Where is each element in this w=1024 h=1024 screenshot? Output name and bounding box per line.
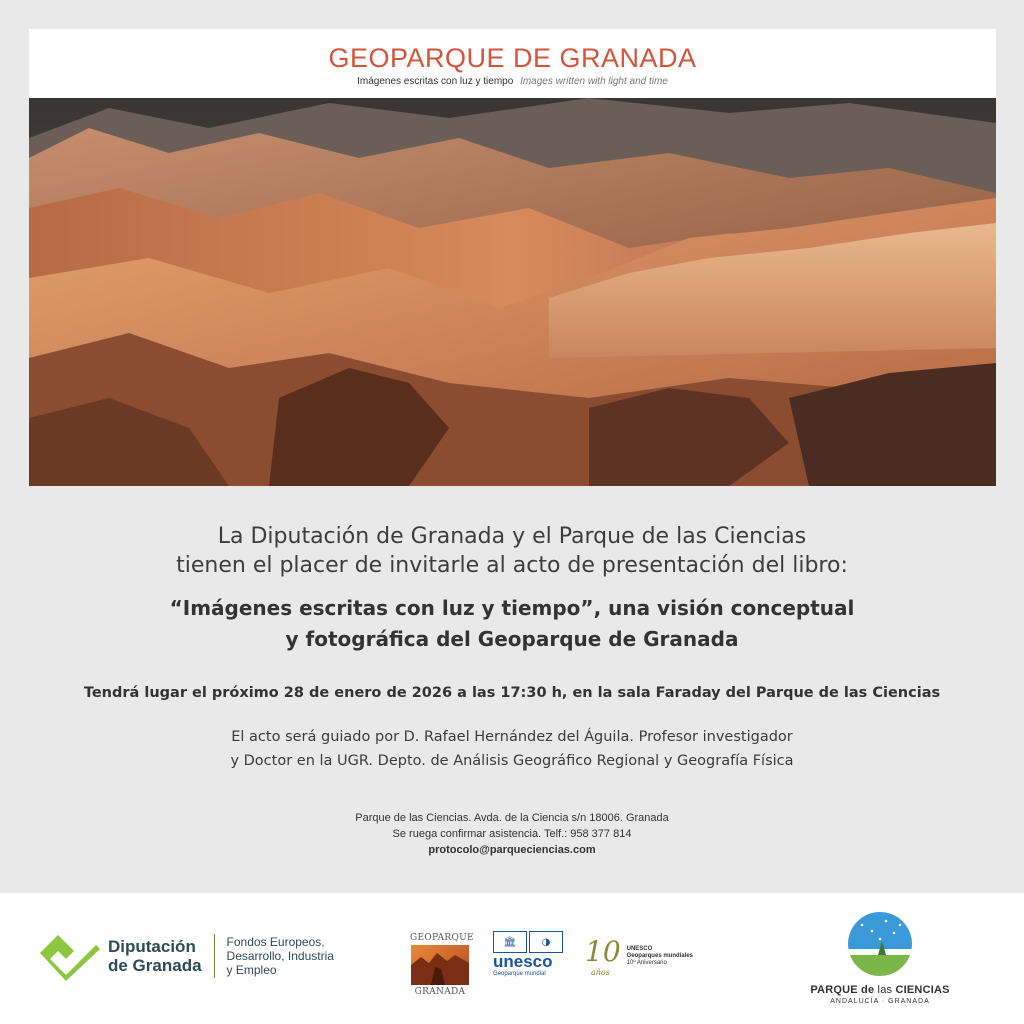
geoparque-logo-top: GEOPARQUE: [410, 933, 474, 943]
diputacion-divider: [214, 934, 215, 978]
geoparque-logo: [410, 933, 474, 997]
contact-address: Parque de las Ciencias. Avda. de la Ciencia s/n 18006. Granada: [355, 812, 669, 824]
pdc-name-c: CIENCIAS: [895, 984, 950, 996]
diputacion-name-2: de Granada: [108, 956, 202, 975]
tenth-anniversary-logo: [585, 935, 693, 977]
contact-email[interactable]: protocolo@parqueciencias.com: [428, 844, 596, 856]
contact-rsvp: Se ruega confirmar asistencia. Telf.: 958 377 814: [392, 828, 632, 840]
badlands-photo: [29, 98, 996, 486]
anniversary-line-1: UNESCO: [626, 945, 653, 952]
geopark-globe-icon: ◑: [529, 931, 563, 953]
page-subtitle: [29, 76, 996, 87]
invitation-intro: [0, 522, 1024, 580]
logo-footer: [0, 893, 1024, 1024]
unesco-subtitle: Geoparque mundial: [493, 971, 546, 977]
unesco-temple-icon: 🏛: [493, 931, 527, 953]
anniversary-text: [627, 946, 693, 967]
book-title-line-2: y fotográfica del Geoparque de Granada: [285, 627, 739, 651]
anniversary-line-2: Geoparques mundiales: [626, 952, 693, 959]
parque-ciencias-location: ANDALUCÍA · GRANADA: [830, 998, 930, 1005]
fondos-line-3: y Empleo: [226, 963, 277, 977]
pdc-name-b: las: [877, 984, 893, 996]
subtitle-en: Images written with light and time: [520, 76, 668, 87]
anniversary-line-3: 10º Aniversario: [626, 959, 667, 966]
header: [29, 29, 996, 98]
fondos-line-2: Desarrollo, Industria: [226, 949, 334, 963]
guide-line-2: y Doctor en la UGR. Depto. de Análisis Geográfico Regional y Geografía Física: [230, 753, 794, 769]
unesco-wordmark: unesco: [493, 952, 553, 971]
guide-line-1: El acto será guiado por D. Rafael Hernández del Águila. Profesor investigador: [231, 729, 793, 745]
geoparque-logo-bottom: GRANADA: [414, 987, 466, 997]
anniversary-number: 10: [585, 935, 621, 968]
parque-ciencias-logo: [810, 911, 950, 1005]
subtitle-es: Imágenes escritas con luz y tiempo: [357, 76, 514, 87]
diputacion-name-1: Diputación: [108, 937, 196, 956]
geoparque-badlands-icon: [411, 945, 469, 985]
pdc-name-a: PARQUE de: [810, 984, 875, 996]
event-guide: [0, 725, 1024, 773]
fondos-line-1: Fondos Europeos,: [226, 935, 325, 949]
anniversary-years: años: [591, 968, 610, 977]
event-date: Tendrá lugar el próximo 28 de enero de 2026 a las 17:30 h, en la sala Faraday del Parque de las Ciencias: [83, 685, 941, 701]
fondos-europeos-text: [227, 935, 334, 977]
invitation-line-1: La Diputación de Granada y el Parque de las Ciencias: [217, 524, 807, 549]
parque-ciencias-name: [810, 984, 950, 996]
unesco-logo: [493, 931, 565, 977]
page-title: GEOPARQUE DE GRANADA: [328, 43, 697, 73]
book-title-line-1: “Imágenes escritas con luz y tiempo”, una visión conceptual: [169, 596, 855, 620]
parque-ciencias-emblem-icon: [842, 911, 918, 977]
diputacion-mark-icon: [38, 931, 100, 981]
diputacion-logo: [38, 931, 334, 981]
contact-block: [0, 810, 1024, 858]
header-card: [29, 29, 996, 486]
book-title: [0, 593, 1024, 655]
invitation-line-2: tienen el placer de invitarle al acto de presentación del libro:: [176, 553, 848, 578]
